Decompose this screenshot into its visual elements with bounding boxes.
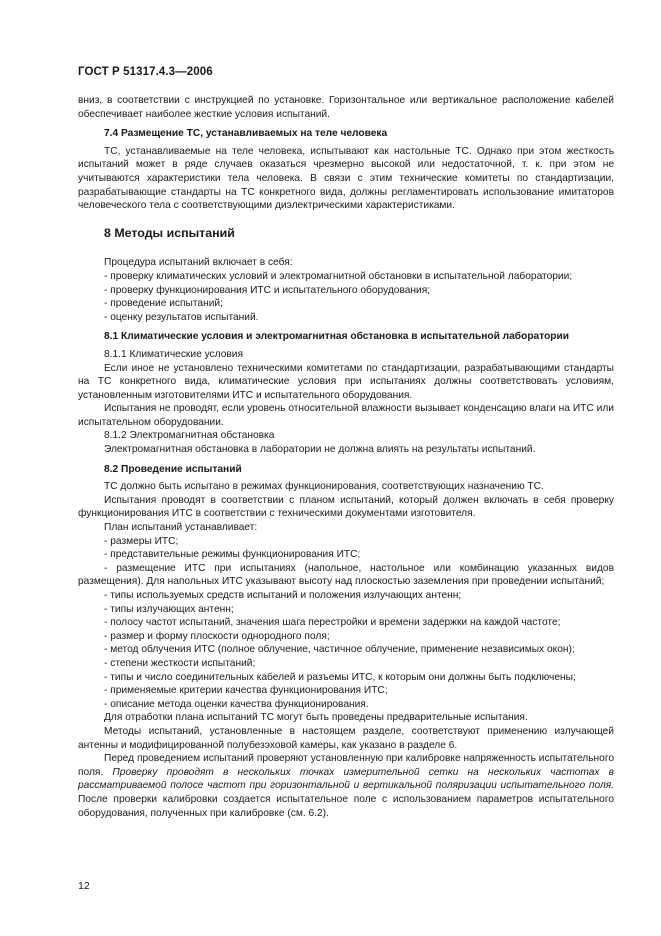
clause-heading: 8.1.2 Электромагнитная обстановка bbox=[104, 430, 275, 442]
document-body bbox=[78, 94, 614, 820]
list-item: - представительные режимы функционирования ИТС; bbox=[104, 549, 361, 561]
paragraph: Электромагнитная обстановка в лаборатории не должна влиять на результаты испытаний. bbox=[104, 444, 536, 456]
paragraph: вниз, в соответствии с инструкцией по установке. Горизонтальное или вертикальное расположение кабелей обеспечивает наиболее жесткие условия испытаний. bbox=[78, 95, 614, 120]
list-item: - проверку климатических условий и электромагнитной обстановки в испытательной лаборатории; bbox=[104, 270, 573, 282]
list-item: - размеры ИТС; bbox=[104, 535, 179, 547]
list-item: - размер и форму плоскости однородного поля; bbox=[104, 630, 330, 642]
page-number: 12 bbox=[78, 880, 90, 892]
subsection-heading: 8.2 Проведение испытаний bbox=[104, 463, 242, 475]
document-header: ГОСТ Р 51317.4.3—2006 bbox=[78, 66, 213, 78]
list-item: - проверку функционирования ИТС и испытательного оборудования; bbox=[104, 284, 431, 296]
list-item: - полосу частот испытаний, значения шага перестройки и времени задержки на каждой частоте; bbox=[104, 617, 561, 629]
list-item: - оценку результатов испытаний. bbox=[104, 311, 259, 323]
paragraph-text: Перед проведением испытаний проверяют установленную при калибровке напряженность испытательного поля. bbox=[78, 753, 614, 778]
list-item: - применяемые критерии качества функционирования ИТС; bbox=[104, 685, 388, 697]
list-item: - типы используемых средств испытаний и положения излучающих антенн; bbox=[104, 590, 462, 601]
subsection-heading: 8.1 Климатические условия и электромагнитная обстановка в испытательной лаборатории bbox=[104, 331, 570, 343]
paragraph-text: После проверки калибровки создается испытательное поле с использованием параметров испытательного оборудования, полученных при калибровке (см. 6.2). bbox=[78, 793, 614, 819]
section-heading: 8 Методы испытаний bbox=[104, 225, 235, 240]
paragraph: ТС должно быть испытано в режимах функционирования, соответствующих назначению ТС. bbox=[104, 481, 544, 493]
clause-heading: 8.1.1 Климатические условия bbox=[104, 348, 243, 360]
paragraph: Испытания проводят в соответствии с планом испытаний, который должен включать в себя проверку функционирования ИТС в соответствии с техническими документами изготовителя. bbox=[78, 494, 614, 520]
paragraph bbox=[78, 752, 614, 820]
list-item: - метод облучения ИТС (полное облучение, частичное облучение, применение независимых окон); bbox=[104, 644, 575, 656]
paragraph-italic-text: Проверку проводят в нескольких точках измерительной сетки на нескольких частотах в рассматриваемой полосе частот при горизонтальной и вертикальной поляризации испытательного поля. bbox=[78, 766, 614, 792]
list-item: - степени жесткости испытаний; bbox=[104, 657, 256, 669]
paragraph: Процедура испытаний включает в себя: bbox=[104, 257, 293, 269]
list-item: - описание метода оценки качества функционирования. bbox=[104, 698, 369, 710]
list-item: - проведение испытаний; bbox=[104, 298, 223, 310]
paragraph: План испытаний устанавливает: bbox=[104, 522, 258, 534]
paragraph: Если иное не установлено техническими комитетами по стандартизации, разрабатывающими стандарты на ТС конкретного вида, климатические условия при испытаниях должны соответствовать условиям, установленным изготовителями ИТС и испытательного оборудования. bbox=[78, 362, 614, 401]
paragraph: ТС, устанавливаемые на теле человека, испытывают как настольные ТС. Однако при этом жесткость испытаний может в ряде случаев оказаться чрезмерно высокой или недостаточной, т. к. при этом не учитываются характеристики тела человека. В связи с этим технические комитеты по стандартизации, разрабатывающие стандарты на ТС конкретного вида, должны регламентировать использование имитаторов человеческого тела с соответствующими диэлектрическими характеристиками. bbox=[78, 145, 614, 212]
paragraph: Для отработки плана испытаний ТС могут быть проведены предварительные испытания. bbox=[104, 712, 528, 724]
list-item: - типы излучающих антенн; bbox=[104, 603, 234, 615]
list-item: - размещение ИТС при испытаниях (напольное, настольное или комбинацию указанных видов размещения). Для напольных ИТС указывают высоту над плоскостью заземления при проведении испытаний; bbox=[78, 562, 614, 588]
list-item: - типы и число соединительных кабелей и разъемы ИТС, к которым они должны быть подключены; bbox=[104, 671, 576, 683]
paragraph: Методы испытаний, установленные в настоящем разделе, соответствуют применению излучающей антенны и модифицированной полубезэховой камеры, как указано в разделе 6. bbox=[78, 725, 614, 751]
paragraph: Испытания не проводят, если уровень относительной влажности вызывает конденсацию влаги на ИТС или испытательном оборудовании. bbox=[78, 403, 614, 428]
subsection-heading: 7.4 Размещение ТС, устанавливаемых на теле человека bbox=[104, 128, 388, 140]
